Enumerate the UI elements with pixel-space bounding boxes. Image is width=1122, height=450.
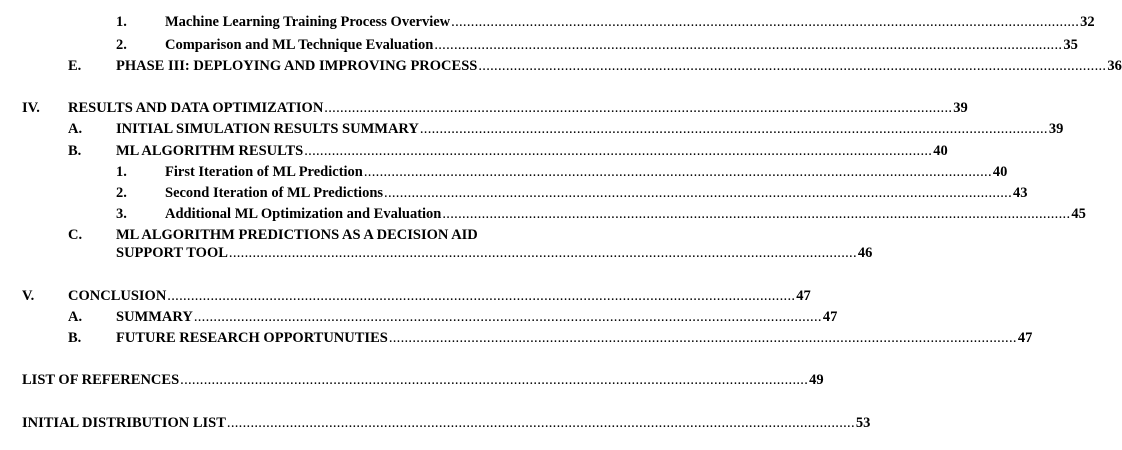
toc-entry-title: RESULTS AND DATA OPTIMIZATION: [68, 100, 324, 116]
toc-entry-title: Second Iteration of ML Predictions: [165, 185, 384, 201]
toc-entry-number: V.: [22, 288, 35, 304]
toc-entry-page: 40: [992, 164, 1008, 180]
toc-entry-page: 36: [1107, 58, 1122, 74]
toc-entry-page: 47: [822, 309, 838, 325]
dot-leader: ................................................................................................................................................................: [226, 415, 855, 431]
toc-entry-text: [116, 119, 1064, 139]
toc-entry-title: First Iteration of ML Prediction: [165, 164, 363, 180]
toc-entry-page: 35: [1063, 37, 1078, 53]
toc-entry-text: [116, 307, 838, 327]
toc-entry[interactable]: [0, 286, 811, 306]
toc-entry[interactable]: [0, 225, 598, 245]
toc-entry-title: Machine Learning Training Process Overview: [165, 14, 451, 30]
toc-entry-text: [22, 370, 824, 390]
toc-entry[interactable]: [0, 328, 1033, 348]
dot-leader: ................................................................................................................................................................: [442, 206, 1071, 222]
toc-entry-title: Comparison and ML Technique Evaluation: [165, 37, 434, 53]
toc-entry-text: [68, 98, 968, 118]
toc-entry-text: [165, 12, 1095, 32]
dot-leader: ................................................................................................................................................................: [388, 330, 1017, 346]
toc-entry[interactable]: [0, 141, 948, 161]
toc-entry-number: E.: [68, 58, 82, 74]
toc-entry-title-line2: SUPPORT TOOL: [116, 245, 228, 261]
toc-entry-page: 47: [1017, 330, 1033, 346]
toc-entry-number: A.: [68, 121, 83, 137]
toc-entry[interactable]: [0, 162, 1008, 182]
dot-leader: ................................................................................................................................................................: [451, 14, 1080, 30]
toc-entry[interactable]: [0, 119, 1064, 139]
toc-entry-number: B.: [68, 330, 82, 346]
toc-entry-title: INITIAL SIMULATION RESULTS SUMMARY: [116, 121, 419, 137]
toc-entry-number: 3.: [116, 206, 127, 222]
toc-entry-title: SUMMARY: [116, 309, 193, 325]
toc-entry-page: 32: [1080, 14, 1095, 30]
toc-entry-title: ML ALGORITHM RESULTS: [116, 143, 304, 159]
dot-leader: ................................................................................................................................................................: [167, 288, 796, 304]
toc-entry-title: PHASE III: DEPLOYING AND IMPROVING PROCESS: [116, 58, 478, 74]
toc-entry-number: B.: [68, 143, 82, 159]
toc-entry-number: 1.: [116, 14, 127, 30]
toc-entry-number: 1.: [116, 164, 127, 180]
toc-entry[interactable]: [0, 413, 871, 433]
dot-leader: ................................................................................................................................................................: [434, 37, 1063, 53]
dot-leader: ................................................................................................................................................................: [228, 245, 857, 261]
toc-entry[interactable]: [0, 183, 1028, 203]
toc-entry-page: 39: [953, 100, 968, 116]
toc-entry-text: [68, 286, 811, 306]
toc-entry-text: [116, 328, 1033, 348]
toc-entry[interactable]: [0, 35, 1078, 55]
toc-entry-page: 47: [796, 288, 811, 304]
dot-leader: ................................................................................................................................................................: [419, 121, 1048, 137]
toc-entry-page: 49: [809, 372, 824, 388]
toc-entry-title: LIST OF REFERENCES: [22, 372, 180, 388]
toc-entry[interactable]: [0, 307, 838, 327]
toc-entry[interactable]: [0, 204, 1086, 224]
toc-entry[interactable]: [0, 12, 1095, 32]
toc-entry-text: [22, 413, 871, 433]
dot-leader: ................................................................................................................................................................: [304, 143, 933, 159]
toc-entry-title: INITIAL DISTRIBUTION LIST: [22, 415, 226, 431]
toc-entry-number: C.: [68, 227, 83, 243]
toc-entry-text: [116, 243, 873, 263]
toc-entry-page: 45: [1071, 206, 1086, 222]
toc-entry[interactable]: [0, 370, 824, 390]
toc-entry-text: [165, 204, 1086, 224]
toc-entry-page: 46: [857, 245, 873, 261]
toc-entry-page: 39: [1048, 121, 1064, 137]
toc-entry-page: 43: [1013, 185, 1028, 201]
toc-entry-number: 2.: [116, 37, 127, 53]
dot-leader: ................................................................................................................................................................: [324, 100, 953, 116]
toc-entry-text: [116, 141, 948, 161]
toc-entry-page: 40: [933, 143, 948, 159]
dot-leader: ................................................................................................................................................................: [363, 164, 992, 180]
dot-leader: ................................................................................................................................................................: [193, 309, 822, 325]
toc-entry-text: [165, 183, 1028, 203]
dot-leader: ................................................................................................................................................................: [180, 372, 809, 388]
toc-entry[interactable]: [0, 56, 1122, 76]
dot-leader: ................................................................................................................................................................: [478, 58, 1107, 74]
toc-entry-number: IV.: [22, 100, 40, 116]
toc-entry-continuation[interactable]: [0, 243, 873, 263]
toc-entry[interactable]: [0, 98, 968, 118]
toc-entry-number: 2.: [116, 185, 127, 201]
toc-entry-text: [116, 56, 1122, 76]
toc-entry-title-line1: ML ALGORITHM PREDICTIONS AS A DECISION AID: [116, 227, 478, 243]
toc-entry-title: CONCLUSION: [68, 288, 167, 304]
toc-entry-number: A.: [68, 309, 83, 325]
dot-leader: ................................................................................................................................................................: [384, 185, 1013, 201]
toc-entry-text: [165, 162, 1008, 182]
toc-entry-page: 53: [855, 415, 871, 431]
toc-entry-text: [165, 35, 1078, 55]
toc-entry-title: Additional ML Optimization and Evaluation: [165, 206, 442, 222]
toc-entry-title: FUTURE RESEARCH OPPORTUNUTIES: [116, 330, 388, 346]
